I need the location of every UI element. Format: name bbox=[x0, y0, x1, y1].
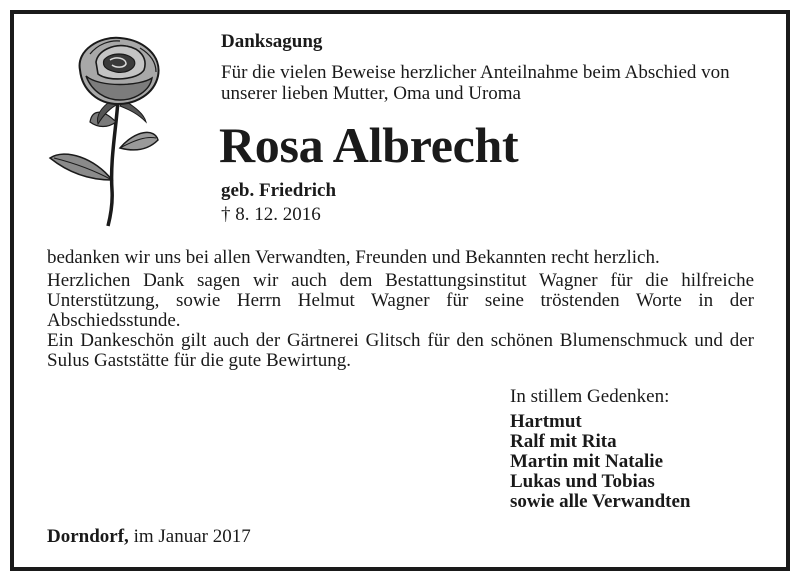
thanks-paragraph-3: Ein Dankeschön gilt auch der Gärtnerei Glitsch für den schönen Blumenschmuck und der Sulus Gaststätte für die gute Bewirtung. bbox=[47, 330, 754, 371]
signer: Martin mit Natalie bbox=[510, 451, 664, 472]
signers-list bbox=[510, 412, 691, 512]
deceased-name: Rosa Albrecht bbox=[219, 117, 519, 173]
rose-icon bbox=[40, 30, 180, 230]
signer: Ralf mit Rita bbox=[510, 431, 617, 452]
birth-name: geb. Friedrich bbox=[221, 180, 337, 201]
notice-intro: Für die vielen Beweise herzlicher Anteilnahme beim Abschied von unserer lieben Mutter, Oma und Uroma bbox=[221, 62, 730, 104]
signer: Lukas und Tobias bbox=[510, 471, 655, 492]
place: Dorndorf, bbox=[47, 526, 129, 547]
place-date bbox=[47, 526, 251, 548]
notice-heading: Danksagung bbox=[221, 31, 323, 52]
death-date: † 8. 12. 2016 bbox=[221, 204, 321, 225]
signer: sowie alle Verwandten bbox=[510, 491, 691, 512]
thanks-paragraph-2: Herzlichen Dank sagen wir auch dem Bestattungsinstitut Wagner für die hilfreiche Unterstützung, sowie Herrn Helmut Wagner für seine tröstenden Worte in der Abschiedsstunde. bbox=[47, 270, 754, 331]
thanks-paragraph-group bbox=[47, 271, 754, 371]
date: im Januar 2017 bbox=[133, 526, 251, 547]
signer: Hartmut bbox=[510, 411, 582, 432]
memorial-line: In stillem Gedenken: bbox=[510, 386, 670, 407]
thanks-paragraph-1: bedanken wir uns bei allen Verwandten, Freunden und Bekannten recht herzlich. bbox=[47, 247, 660, 268]
